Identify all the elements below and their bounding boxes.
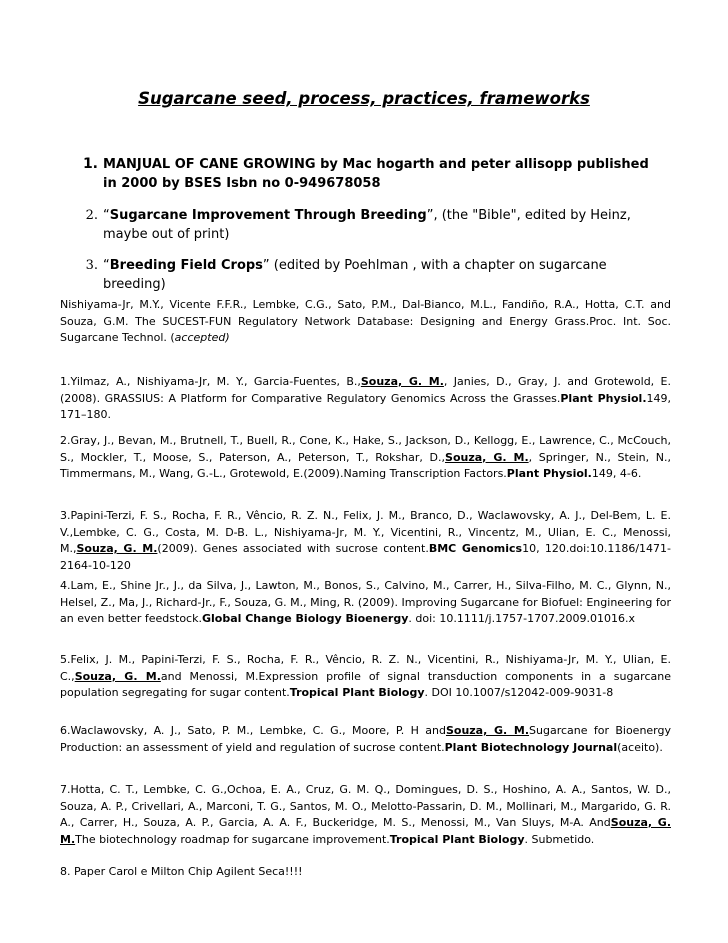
open-quote: “	[103, 208, 110, 223]
highlighted-author: Souza, G. M.	[360, 375, 444, 388]
journal-name: Tropical Plant Biology	[289, 686, 425, 699]
ref-text: 1.Yilmaz, A., Nishiyama-Jr, M. Y., Garcia-Fuentes, B.,	[60, 375, 361, 388]
ref-status: accepted)	[174, 331, 230, 344]
reference-6	[60, 723, 671, 756]
reference-7	[60, 782, 671, 848]
list-text	[103, 256, 663, 294]
highlighted-author: Souza, G. M.	[445, 450, 529, 464]
list-text	[103, 206, 663, 244]
reference-2	[60, 433, 671, 483]
ref-volume: . DOI 10.1007/s12042-009-9031-8	[424, 686, 614, 699]
book-detail: ” (edited by Poehlman , with a chapter on sugarcane breeding)	[103, 258, 607, 292]
journal-name: Global Change Biology Bioenergy	[201, 612, 409, 625]
reference-3	[60, 508, 671, 574]
ref-text: Sugarcane for Bioenergy Production: an assessment of yield and regulation of sucrose content.	[60, 724, 672, 754]
reference-1	[60, 374, 671, 424]
reference-0	[60, 297, 671, 347]
ref-text: , Springer, N., Stein, N., Timmermans, M., Wang, G.-L., Grotewold, E.(2009).Naming Transcription Factors.	[60, 450, 671, 480]
ref-text: 6.Waclawovsky, A. J., Sato, P. M., Lembke, C. G., Moore, P. H and	[60, 724, 446, 737]
ref-volume: 149, 4-6.	[591, 467, 642, 480]
ref-text: 4.Lam, E., Shine Jr., J., da Silva, J., Lawton, M., Bonos, S., Calvino, M., Carrer, H., Silva-Filho, M. C., Glynn, N., Helsel, Z., Ma, J., Richard-Jr., F., Souza, G. M., Ming, R. (2009). Improving Sugarcane for Biofuel: Engineering for an even better feedstock.	[60, 579, 671, 625]
highlighted-author: Souza, G. M.	[74, 669, 161, 683]
list-text: MANJUAL OF CANE GROWING by Mac hogarth and peter allisopp published in 2000 by BSES Isbn no 0-949678058	[103, 157, 649, 191]
page-title: Sugarcane seed, process, practices, frameworks	[138, 89, 590, 108]
ref-text: The biotechnology roadmap for sugarcane improvement.	[75, 832, 390, 846]
list-number: 2.	[85, 208, 98, 223]
ref-volume: . Submetido.	[524, 832, 595, 846]
journal-name: Plant Biotechnology Journal	[444, 740, 618, 754]
ref-text: (2009). Genes associated with sucrose content.	[157, 542, 429, 555]
reference-8	[60, 864, 671, 881]
journal-name: Tropical Plant Biology	[389, 832, 525, 846]
reference-4	[60, 578, 671, 628]
book-title: Sugarcane Improvement Through Breeding	[109, 208, 427, 223]
highlighted-author: Souza, G. M.	[76, 542, 158, 555]
ref-text: 5.Felix, J. M., Papini-Terzi, F. S., Rocha, F. R., Vêncio, R. Z. N., Vicentini, R., Nishiyama-Jr, M. Y., Ulian, E. C.,	[60, 653, 671, 683]
list-number: 1.	[82, 156, 98, 172]
ref-volume: . doi: 10.1111/j.1757-1707.2009.01016.x	[408, 612, 636, 625]
book-title: Breeding Field Crops	[109, 258, 263, 273]
ref-text: 2.Gray, J., Bevan, M., Brutnell, T., Buell, R., Cone, K., Hake, S., Jackson, D., Kellogg, E., Lawrence, C., McCouch, S., Mockler, T., Moose, S., Paterson, A., Peterson, T., Rokshar, D.,	[60, 434, 671, 464]
ref-text: 7.Hotta, C. T., Lembke, C. G.,Ochoa, E. A., Cruz, G. M. Q., Domingues, D. S., Hoshino, A. A., Santos, W. D., Souza, A. P., Crivellari, A., Marconi, T. G., Santos, M. O., Melotto-Passarin, D. M., Mollinari, M., Margarido, G. R. A., Carrer, H., Souza, A. P., Garcia, A. A. F., Buckeridge, M. S., Menossi, M., Van Sluys, M-A. And	[60, 783, 671, 829]
ref-text: and Menossi, M.Expression profile of signal transduction components in a sugarcane population segregating for sugar content.	[60, 669, 671, 699]
ref-volume: 149, 171–180.	[60, 391, 672, 421]
highlighted-author: Souza, G. M.	[445, 724, 530, 737]
ref-volume: (aceito).	[617, 740, 663, 754]
journal-name: Plant Physiol.	[560, 391, 647, 405]
journal-name: Plant Physiol.	[506, 467, 592, 480]
reference-5	[60, 652, 671, 702]
list-number: 3.	[85, 258, 98, 273]
ref-text: Nishiyama-Jr, M.Y., Vicente F.F.R., Lembke, C.G., Sato, P.M., Dal-Bianco, M.L., Fandiño, R.A., Hotta, C.T. and Souza, G.M. The SUCEST-FUN Regulatory Network Database: Designing and Energy Grass.Proc. Int. Soc. Sugarcane Technol. (	[60, 298, 671, 344]
book-detail: ”, (the "Bible", edited by Heinz, maybe out of print)	[103, 208, 631, 242]
journal-name: BMC Genomics	[428, 542, 523, 555]
ref-text: , Janies, D., Gray, J. and Grotewold, E. (2008). GRASSIUS: A Platform for Comparative Regulatory Genomics Across the Grasses.	[60, 375, 671, 405]
ref-volume: 10, 120.doi:10.1186/1471-2164-10-120	[60, 542, 672, 572]
ref-text: 3.Papini-Terzi, F. S., Rocha, F. R., Vêncio, R. Z. N., Felix, J. M., Branco, D., Waclawovsky, A. J., Del-Bem, L. E. V.,Lembke, C. G., Costa, M. D-B. L., Nishiyama-Jr, M. Y., Vicentini, R., Vincentz, M., Ulian, E. C., Menossi, M.,	[60, 509, 671, 555]
highlighted-author: Souza, G. M.	[60, 816, 671, 846]
open-quote: “	[103, 258, 110, 273]
ref-text: 8. Paper Carol e Milton Chip Agilent Seca!!!!	[60, 865, 303, 878]
